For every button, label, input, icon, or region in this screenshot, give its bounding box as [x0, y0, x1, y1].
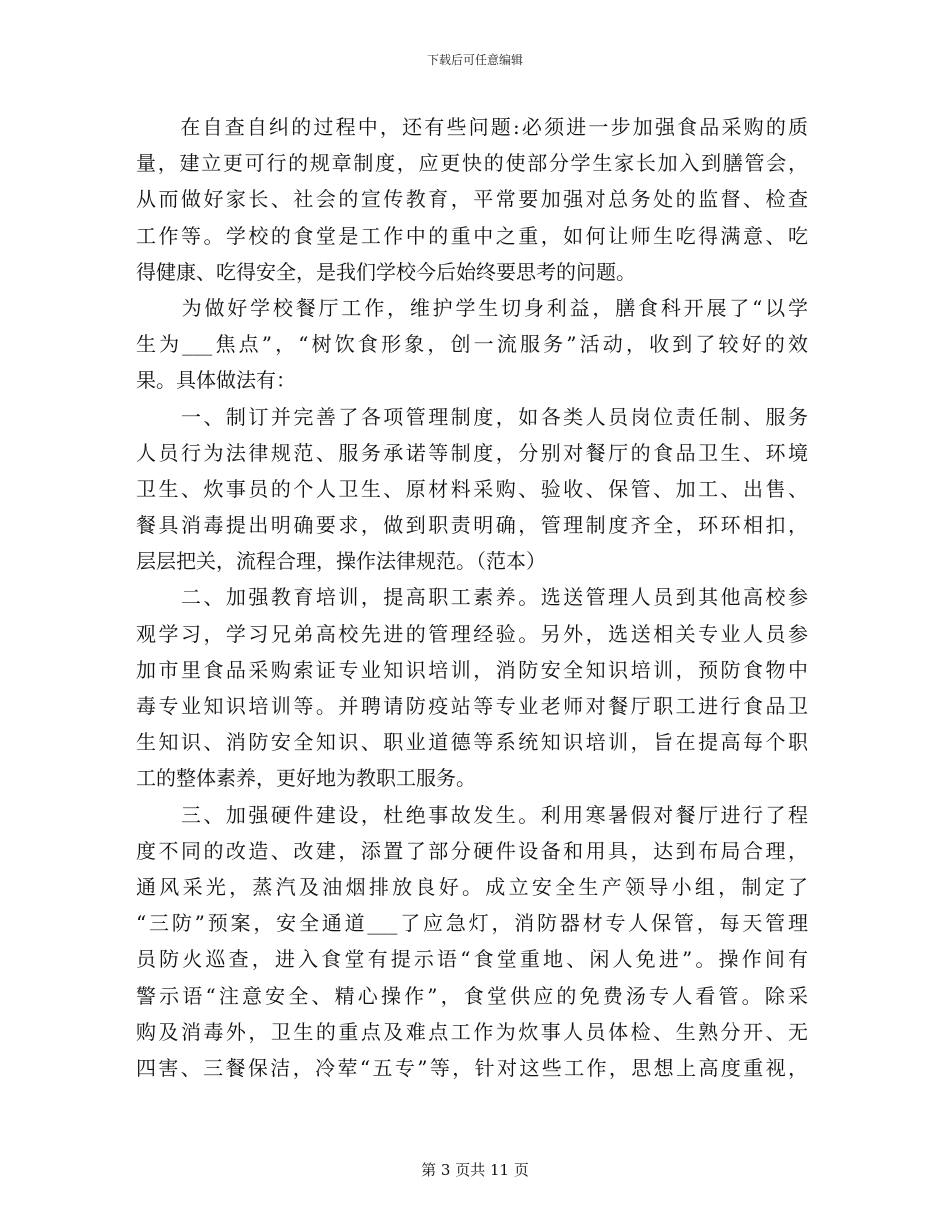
text-line: 工的整体素养，更好地为教职工服务。: [136, 766, 476, 791]
text-line: 警示语“注意安全、精心操作”，食堂供应的免费汤专人看管。除采: [136, 983, 808, 1008]
text-line: 观学习，学习兄弟高校先进的管理经验。另外，选送相关专业人员参: [136, 621, 808, 646]
text-line: 得健康、吃得安全，是我们学校今后始终要思考的问题。: [136, 259, 636, 284]
text-line: 卫生、炊事员的个人卫生、原材料采购、验收、保管、加工、出售、: [136, 476, 808, 501]
text-line: 生知识、消防安全知识、职业道德等系统知识培训，旨在提高每个职: [136, 730, 808, 755]
text-line: 度不同的改造、改建，添置了部分硬件设备和用具，达到布局合理，: [136, 838, 808, 863]
document-body: [136, 109, 808, 1086]
text-line: 人员行为法律规范、服务承诺等制度，分别对餐厅的食品卫生、环境: [136, 440, 808, 465]
text-line: 工作等。学校的食堂是工作中的重中之重，如何让师生吃得满意、吃: [136, 223, 808, 248]
text-line: 量，建立更可行的规章制度，应更快的使部分学生家长加入到膳管会，: [136, 151, 808, 176]
text-line: 四害、三餐保洁，冷荤“五专”等，针对这些工作，思想上高度重视，: [136, 1055, 808, 1080]
text-line: 毒专业知识培训等。并聘请防疫站等专业老师对餐厅职工进行食品卫: [136, 694, 808, 718]
text-line: 二、加强教育培训，提高职工素养。选送管理人员到其他高校参: [136, 585, 808, 610]
text-line: 加市里食品采购索证专业知识培训，消防安全知识培训，预防食物中: [136, 657, 808, 682]
text-line: “三防”预案，安全通道___了应急灯，消防器材专人保管，每天管理: [136, 911, 808, 936]
text-line: 员防火巡查，进入食堂有提示语“食堂重地、闲人免进”。操作间有: [136, 947, 808, 972]
text-line: 果。具体做法有：: [136, 368, 296, 393]
page-number: 第 3 页共 11 页: [421, 1161, 529, 1179]
text-line: 从而做好家长、社会的宣传教育，平常要加强对总务处的监督、检查: [136, 187, 808, 212]
page-header-note: 下载后可任意编辑: [426, 53, 523, 67]
text-line: 在自查自纠的过程中，还有些问题:必须进一步加强食品采购的质: [136, 115, 808, 139]
text-line: 层层把关，流程合理，操作法律规范。（范本）: [136, 549, 546, 574]
text-line: 餐具消毒提出明确要求，做到职责明确，管理制度齐全，环环相扣，: [136, 513, 808, 538]
text-line: 通风采光，蒸汽及油烟排放良好。成立安全生产领导小组，制定了: [136, 874, 808, 899]
text-line: 三、加强硬件建设，杜绝事故发生。利用寒暑假对餐厅进行了程: [136, 802, 808, 827]
text-line: 生为___焦点”，“树饮食形象，创一流服务”活动，收到了较好的效: [136, 332, 808, 357]
text-line: 一、制订并完善了各项管理制度，如各类人员岗位责任制、服务: [136, 404, 808, 429]
text-line: 为做好学校餐厅工作，维护学生切身利益，膳食科开展了“以学: [136, 295, 808, 320]
text-line: 购及消毒外，卫生的重点及难点工作为炊事人员体检、生熟分开、无: [136, 1019, 808, 1044]
